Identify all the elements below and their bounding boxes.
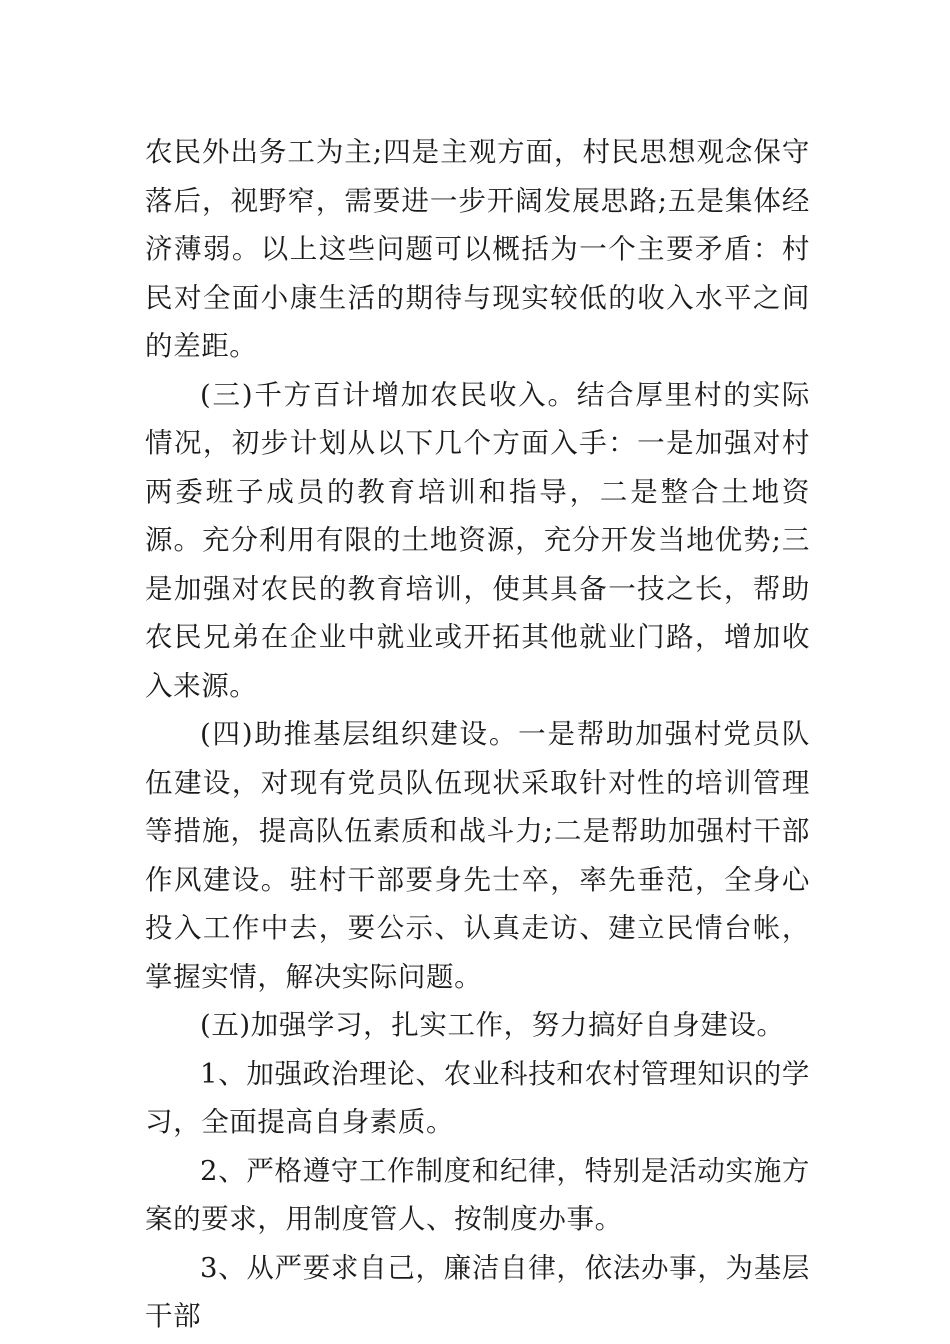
paragraph-1: 农民外出务工为主;四是主观方面，村民思想观念保守落后，视野窄，需要进一步开阔发展思路;五是集体经济薄弱。以上这些问题可以概括为一个主要矛盾：村民对全面小康生活的期待与现实较低的收入水平之间的差距。	[145, 136, 810, 362]
paragraph-3: (四)助推基层组织建设。一是帮助加强村党员队伍建设，对现有党员队伍现状采取针对性的培训管理等措施，提高队伍素质和战斗力;二是帮助加强村干部作风建设。驻村干部要身先士卒，率先垂范，全身心投入工作中去，要公示、认真走访、建立民情台帐，掌握实情，解决实际问题。	[145, 718, 810, 993]
document-body	[145, 128, 810, 1341]
paragraph-6: 2、严格遵守工作制度和纪律，特别是活动实施方案的要求，用制度管人、按制度办事。	[145, 1154, 810, 1235]
paragraph-5: 1、加强政治理论、农业科技和农村管理知识的学习，全面提高自身素质。	[145, 1057, 810, 1138]
paragraph-2: (三)千方百计增加农民收入。结合厚里村的实际情况，初步计划从以下几个方面入手：一是加强对村两委班子成员的教育培训和指导，二是整合土地资源。充分利用有限的土地资源，充分开发当地优势;三是加强对农民的教育培训，使其具备一技之长，帮助农民兄弟在企业中就业或开拓其他就业门路，增加收入来源。	[145, 378, 810, 702]
paragraph-4: (五)加强学习，扎实工作，努力搞好自身建设。	[200, 1009, 785, 1041]
paragraph-7: 3、从严要求自己，廉洁自律，依法办事，为基层干部	[145, 1251, 810, 1332]
